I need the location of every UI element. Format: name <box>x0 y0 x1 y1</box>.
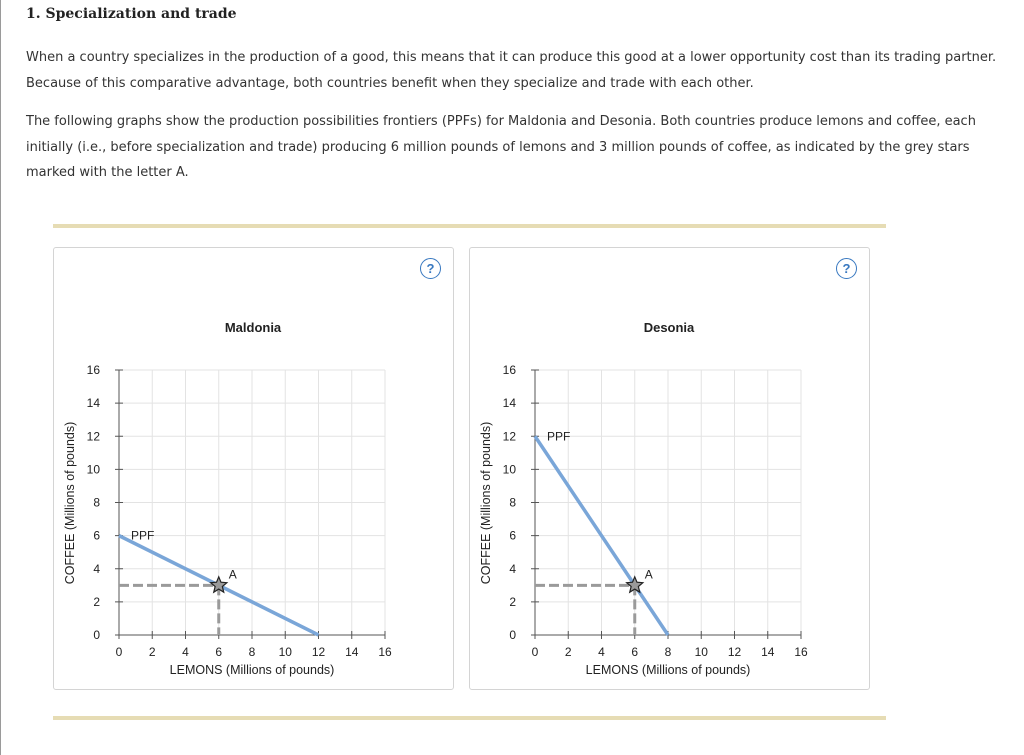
x-tick-label: 16 <box>378 645 392 659</box>
y-tick-label: 6 <box>93 528 100 543</box>
x-tick-label: 2 <box>564 645 572 659</box>
description-paragraph <box>26 109 1001 186</box>
y-tick-label: 0 <box>93 628 100 642</box>
maldonia-graph-panel <box>53 247 454 690</box>
x-axis-title: LEMONS (Millions of pounds) <box>169 663 335 677</box>
y-tick-label: 10 <box>502 462 516 477</box>
x-tick-label: 4 <box>598 645 605 659</box>
chart-title: Maldonia <box>224 320 282 335</box>
y-tick-label: 2 <box>509 594 516 609</box>
x-tick-label: 10 <box>694 645 708 659</box>
maldonia-ppf-chart[interactable] <box>54 248 453 689</box>
x-tick-label: 12 <box>727 645 742 659</box>
y-tick-label: 6 <box>509 528 516 543</box>
divider-bottom <box>53 716 886 720</box>
x-tick-label: 14 <box>761 645 775 659</box>
y-tick-label: 8 <box>93 495 100 510</box>
x-tick-label: 4 <box>182 645 189 659</box>
y-tick-label: 12 <box>502 429 516 444</box>
y-tick-label: 2 <box>93 594 100 609</box>
y-tick-label: 10 <box>86 462 100 477</box>
x-tick-label: 10 <box>278 645 292 659</box>
x-tick-label: 2 <box>148 645 156 659</box>
point-a-label: A <box>644 567 653 582</box>
description-line-3: marked with the letter A. <box>26 165 189 180</box>
help-icon[interactable]: ? <box>420 258 441 279</box>
y-tick-label: 0 <box>509 628 516 642</box>
y-tick-label: 4 <box>509 561 516 576</box>
y-tick-label: 14 <box>86 396 100 411</box>
description-line-2: initially (i.e., before specialization and trade) producing 6 million pounds of lemons and 3 million pounds of coffee, as indicated by the grey stars <box>26 139 970 155</box>
x-tick-label: 0 <box>531 645 539 659</box>
y-tick-label: 16 <box>502 363 516 377</box>
description-line-1: The following graphs show the production possibilities frontiers (PPFs) for Maldonia and Desonia. Both countries produce lemons and coffee, each <box>26 114 976 129</box>
x-tick-label: 14 <box>345 645 359 659</box>
y-axis-title: COFFEE (Millions of pounds) <box>63 421 77 585</box>
x-tick-label: 6 <box>215 645 223 659</box>
intro-paragraph <box>26 45 1001 96</box>
y-tick-label: 14 <box>502 396 516 411</box>
y-axis-title: COFFEE (Millions of pounds) <box>479 421 493 585</box>
x-tick-label: 8 <box>248 645 256 659</box>
x-tick-label: 16 <box>794 645 808 659</box>
y-tick-label: 12 <box>86 429 100 444</box>
desonia-graph-panel <box>469 247 870 690</box>
section-title: 1. Specialization and trade <box>26 6 237 22</box>
x-tick-label: 0 <box>115 645 123 659</box>
intro-line-1: When a country specializes in the production of a good, this means that it can produce this good at a lower opportunity cost than its trading partner. <box>26 50 997 65</box>
divider-top <box>53 224 886 228</box>
y-tick-label: 4 <box>93 561 100 576</box>
x-tick-label: 8 <box>664 645 672 659</box>
chart-title: Desonia <box>643 320 695 335</box>
page-left-border <box>0 0 1 755</box>
y-tick-label: 8 <box>509 495 516 510</box>
help-icon[interactable]: ? <box>836 258 857 279</box>
x-tick-label: 6 <box>631 645 639 659</box>
x-axis-title: LEMONS (Millions of pounds) <box>585 663 751 677</box>
ppf-label: PPF <box>131 528 155 543</box>
intro-line-2: Because of this comparative advantage, both countries benefit when they specialize and trade with each other. <box>26 75 754 91</box>
ppf-label: PPF <box>547 429 571 444</box>
desonia-ppf-chart[interactable] <box>470 248 869 689</box>
y-tick-label: 16 <box>86 363 100 377</box>
point-a-label: A <box>228 567 237 582</box>
x-tick-label: 12 <box>311 645 326 659</box>
